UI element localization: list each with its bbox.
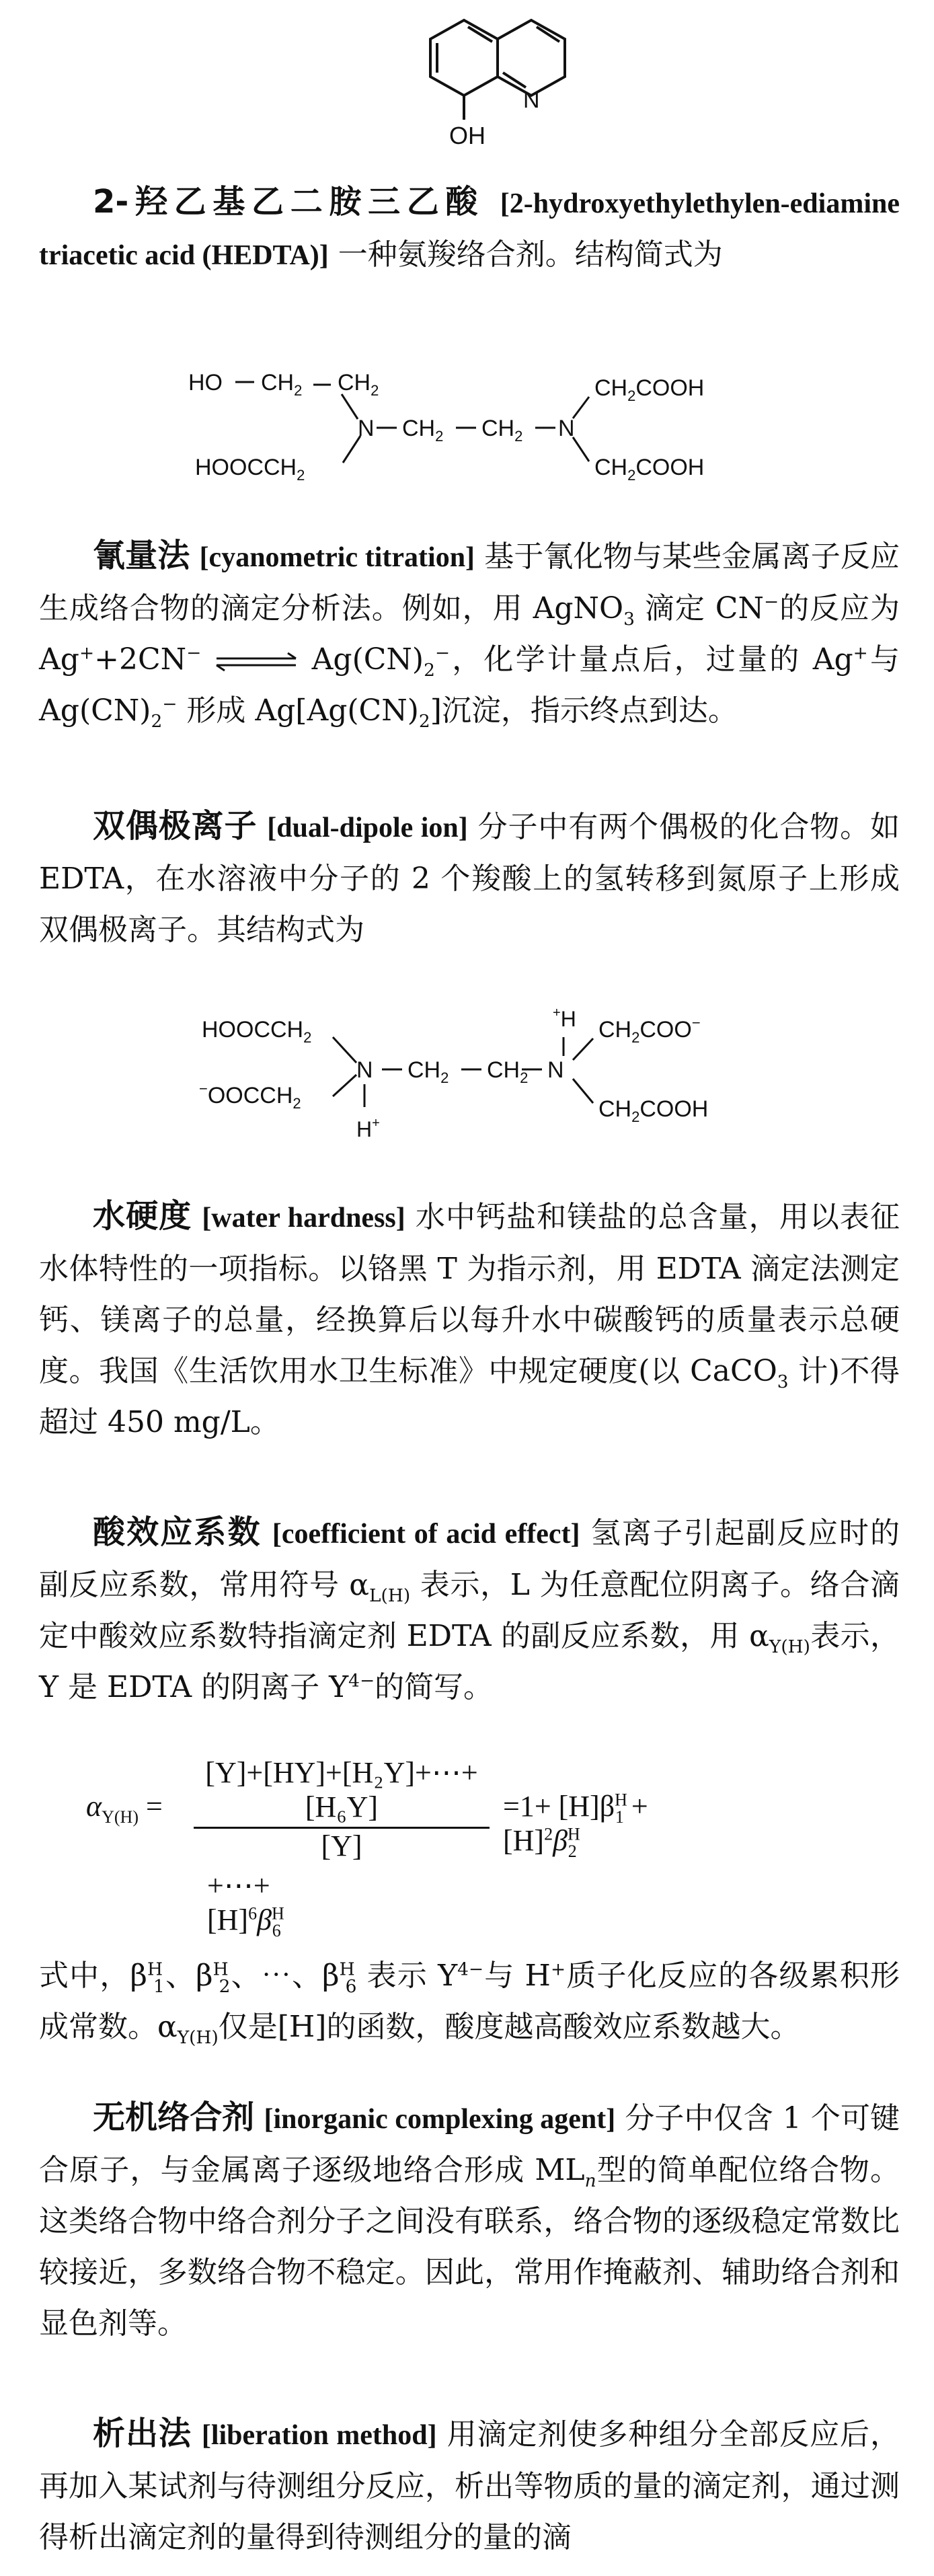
desc-liberation: 用滴定剂使多种组分全部反应后，再加入某试剂与待测组分反应，析出等物质的量的滴定剂，通过测得析出滴定剂的量得到待测组分的量的滴: [39, 2417, 900, 2554]
cyan-text-c: 的反应为 Ag: [39, 591, 900, 677]
n-label: N: [523, 87, 540, 113]
desc-acid-sub2: Y(H): [769, 1636, 810, 1657]
entry-dual-dipole: [39, 800, 900, 962]
term-water-hardness: 水硬度: [93, 1197, 192, 1235]
desc-acid-a: 氢离子引起副反应时的副反应系数，常用符号 α: [39, 1516, 900, 1602]
mooocch2-label: $^-OOCCH_2$: [199, 1080, 301, 1112]
term-cyanometric: 氰量法: [93, 537, 190, 574]
desc-acid-sub1: L(H): [369, 1585, 411, 1606]
term-dual-dipole: 双偶极离子: [93, 807, 258, 845]
ch2-mid-2: $CH_2$: [487, 1057, 529, 1086]
term-inorganic: 无机络合剂: [93, 2098, 255, 2136]
acid-effect-note: 式中，$\beta^H_1$、$\beta^H_2$、⋯、$\beta^H_6$ 表示 $Y^{4-}$与 H+质子化反应的各级累积形成常数。$\alpha_{Y(H)}$仅是[H]的函数，酸度越高酸效应系数越大。: [39, 1959, 900, 2048]
entry-inorganic: 无机络合剂 [inorganic complexing agent] 分子中仅含 1 个可键合原子，与金属离子逐级地络合形成 $ML_n$型的简单配位络合物。这类络合物中络合剂分子之间没有联系，络合物的逐级稳定常数比较接近，多数络合物不稳定。因此，常用作掩蔽剂、辅助络合剂和显色剂等。: [39, 2098, 900, 2341]
note-c: 、⋯、β: [230, 1959, 340, 1993]
entry-acid-effect: 酸效应系数 [coefficient of acid effect] 氢离子引起副反应时的副反应系数，常用符号 $\alpha_{L(H)}$ 表示，L 为任意配位阴离子。络合滴定中酸效应系数特指滴定剂 EDTA 的副反应系数，用 $\alpha_{Y(H)}$表示，Y 是 EDTA 的阴离子 $Y^{4-}$的简写。: [39, 1513, 900, 1704]
formula-numerator: [Y]+[HY]+[H₂Y]+⋯+[H₆Y]: [194, 1755, 490, 1829]
english-water-hardness: [water hardness]: [202, 1203, 405, 1234]
desc-water-b: 计)不得超过 450 mg/L。: [39, 1354, 900, 1439]
note-a: 式中，β: [39, 1959, 147, 1993]
formula-rhs: =1+ [H]β: [503, 1790, 615, 1823]
oh-label: OH: [449, 122, 485, 149]
ch2cooh-label: $CH_2COOH$: [598, 1096, 709, 1125]
formula-line2: +⋯+[H]: [207, 1869, 270, 1936]
entry-liberation: [39, 2408, 900, 2569]
cyan-text-f: ，化学计量点后，过量的 Ag: [450, 642, 853, 677]
english-dual-dipole: [dual-dipole ion]: [267, 812, 468, 843]
formula-lhs: α: [86, 1790, 102, 1823]
note-e: 与 H: [483, 1959, 551, 1993]
formula-denominator: [Y]: [321, 1829, 362, 1862]
n-label-2: N: [558, 416, 575, 441]
ch2-label-3: $CH_2$: [402, 416, 444, 445]
hoocch2-label: $HOOCCH_2$: [202, 1017, 312, 1046]
note-f: 质子化反应的各级累积形成常数。α: [39, 1959, 900, 2044]
formula-beta-2: β: [553, 1824, 568, 1857]
hoocch2-label: $HOOCCH_2$: [195, 455, 305, 484]
acid-effect-formula: $\alpha_{Y(H)}$ = $\frac{\text{[Y]+[HY]+[H₂Y]+⋯+[H₆Y]}}{[Y]}$ $=1+ [H]\beta^H_1 + [H]^2\beta^H_2$ $+\cdots+[H]^6\beta^H_6$: [86, 1756, 648, 1940]
term-acid-effect: 酸效应系数: [93, 1513, 262, 1551]
h-plus-top: +H: [553, 1006, 576, 1031]
desc-acid-d: 的简写。: [375, 1670, 494, 1704]
cyan-text-g: 与 Ag(CN): [39, 642, 900, 728]
english-hedta: [2-hydroxyethylethylen-ediamine triacetic acid (HEDTA)]: [39, 188, 900, 271]
cyan-text-b: 滴定 CN: [634, 591, 764, 626]
formula-lhs-sub: Y(H): [102, 1807, 139, 1827]
formula-rhs2: + [H]: [503, 1790, 648, 1857]
formula-beta-6: β: [257, 1903, 272, 1936]
entry-hedta: [39, 176, 900, 338]
english-cyanometric: [cyanometric titration]: [199, 542, 475, 573]
entry-water-hardness: 水硬度 [water hardness] 水中钙盐和镁盐的总含量，用以表征水体特性的一项指标。以铬黑 T 为指示剂，用 EDTA 滴定法测定钙、镁离子的总量，经换算后以每升水中碳酸钙的质量表示总硬度。我国《生活饮用水卫生标准》中规定硬度(以 CaCO$_3$ 计)不得超过 450 mg/L。: [39, 1197, 900, 1439]
ho-label: HO: [188, 370, 223, 395]
ch2-mid-1: $CH_2$: [407, 1057, 449, 1086]
ch2coo-label: $CH_2COO^-$: [598, 1014, 701, 1046]
desc-acid-c: 表示，Y 是 EDTA 的阴离子 Y: [39, 1619, 900, 1704]
desc-inorganic-a: 分子中仅含 1 个可键合原子，与金属离子逐级地络合形成 ML: [39, 2101, 900, 2187]
desc-inorganic-b: 型的简单配位络合物。这类络合物中络合剂分子之间没有联系，络合物的逐级稳定常数比较接近，多数络合物不稳定。因此，常用作掩蔽剂、辅助络合剂和显色剂等。: [39, 2153, 900, 2341]
hedta-structure: [182, 355, 800, 510]
term-liberation: 析出法: [93, 2415, 192, 2452]
n-right: N: [547, 1057, 564, 1083]
desc-hedta: 一种氨羧络合剂。结构简式为: [338, 237, 723, 272]
desc-water-a: 水中钙盐和镁盐的总含量，用以表征水体特性的一项指标。以铬黑 T 为指示剂，用 EDTA 滴定法测定钙、镁离子的总量，经换算后以每升水中碳酸钙的质量表示总硬度。我国《生活饮用水卫生标准》中规定硬度(以 CaCO: [39, 1200, 900, 1388]
ch2-label-2: $CH_2$: [338, 370, 379, 399]
equilibrium-arrow-icon: [212, 652, 300, 672]
term-hedta: 2-羟乙基乙二胺三乙酸: [93, 183, 485, 221]
cyan-text-i: ]沉淀，指示终点到达。: [430, 693, 738, 728]
ch2-label-4: $CH_2$: [481, 416, 523, 445]
cyan-text-e: Ag(CN): [311, 642, 424, 677]
english-liberation: [liberation method]: [201, 2420, 437, 2451]
n-left: N: [356, 1057, 373, 1083]
english-inorganic: [inorganic complexing agent]: [264, 2104, 616, 2135]
ch2-label-1: $CH_2$: [261, 370, 303, 399]
ch2cooh-top: $CH_2COOH$: [594, 375, 705, 404]
cyan-text-d: +2CN: [94, 642, 187, 677]
english-acid-effect: [coefficient of acid effect]: [272, 1519, 580, 1550]
ch2cooh-bottom: $CH_2COOH$: [594, 455, 705, 484]
note-b: 、β: [164, 1959, 213, 1993]
cyan-text-a: 基于氰化物与某些金属离子反应生成络合物的滴定分析法。例如，用 AgNO: [39, 539, 900, 626]
note-d: 表示 Y: [366, 1959, 458, 1993]
note-g: 仅是[H]的函数，酸度越高酸效应系数越大。: [218, 2010, 800, 2044]
dual-dipole-structure: [195, 995, 800, 1170]
desc-dual-dipole: 分子中有两个偶极的化合物。如 EDTA，在水溶液中分子的 2 个羧酸上的氢转移到氮原子上形成双偶极离子。其结构式为: [39, 810, 900, 947]
h-plus-bottom: H+: [356, 1116, 380, 1141]
desc-acid-b: 表示，L 为任意配位阴离子。络合滴定中酸效应系数特指滴定剂 EDTA 的副反应系数，用 α: [39, 1568, 900, 1653]
quinoline-structure: [417, 0, 592, 155]
entry-cyanometric: 氰量法 [cyanometric titration] 基于氰化物与某些金属离子反应生成络合物的滴定分析法。例如，用 AgNO$_3$ 滴定 CN−的反应为 Ag++2CN− $Ag(CN)_2^-$，化学计量点后，过量的 Ag+与 $Ag(CN)_2^-$ 形成 $Ag[Ag(CN)_2]$沉淀，指示终点到达。: [39, 537, 900, 732]
n-label-1: N: [358, 416, 375, 441]
cyan-text-h: 形成 Ag[Ag(CN): [177, 693, 419, 728]
